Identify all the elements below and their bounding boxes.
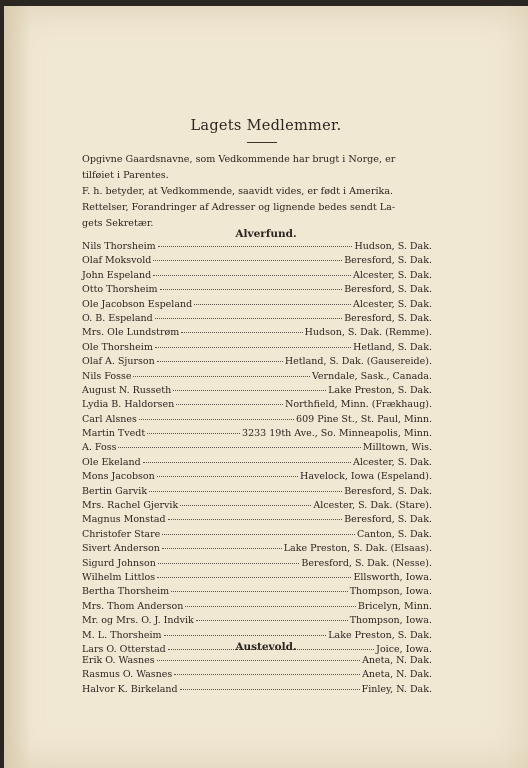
member-address: Beresford, S. Dak.	[344, 255, 432, 267]
member-address: Joice, Iowa.	[376, 643, 432, 655]
member-address: Beresford, S. Dak.	[344, 514, 432, 526]
member-address: Aneta, N. Dak.	[362, 655, 432, 666]
dot-leader	[118, 447, 360, 448]
list-item	[82, 586, 432, 600]
list-item	[82, 457, 432, 471]
member-name: Bertha Thorsheim	[82, 586, 170, 598]
list-item	[82, 684, 432, 698]
member-address: Milltown, Wis.	[362, 442, 432, 454]
dot-leader	[174, 674, 360, 675]
member-name: Olaf A. Sjurson	[82, 356, 155, 368]
dot-leader	[158, 563, 300, 564]
list-item	[82, 543, 432, 557]
member-name: Carl Alsnes	[82, 413, 137, 425]
dot-leader	[194, 304, 351, 305]
member-address: Alcester, S. Dak.	[353, 298, 432, 310]
dot-leader	[147, 433, 240, 434]
list-item	[82, 615, 432, 629]
member-list	[82, 241, 432, 658]
member-address: Alcester, S. Dak.	[353, 456, 432, 468]
member-name: Sigurd Johnson	[82, 557, 156, 569]
list-item	[82, 356, 432, 370]
dot-leader	[171, 591, 348, 592]
list-item	[82, 428, 432, 442]
dot-leader	[143, 462, 351, 463]
member-name: A. Foss	[82, 442, 117, 454]
list-item	[82, 558, 432, 572]
book-page	[4, 6, 528, 768]
title-rule	[247, 142, 277, 143]
list-item	[82, 601, 432, 615]
member-address: Bricelyn, Minn.	[357, 600, 432, 612]
list-item	[82, 486, 432, 500]
member-address: Beresford, S. Dak. (Nesse).	[301, 557, 432, 569]
member-address: Hetland, S. Dak. (Gausereide).	[284, 356, 432, 368]
list-item	[82, 385, 432, 399]
member-name: Ole Ekeland	[82, 456, 141, 468]
list-item	[82, 572, 432, 586]
member-address: Lake Preston, S. Dak.	[328, 384, 432, 396]
list-item	[82, 442, 432, 456]
dot-leader	[162, 534, 355, 535]
dot-leader	[164, 635, 327, 636]
member-address: Hudson, S. Dak.	[354, 241, 432, 252]
dot-leader	[160, 289, 343, 290]
intro-line: gets Sekretær.	[82, 218, 154, 229]
member-name: Ole Jacobson Espeland	[82, 298, 193, 310]
list-item	[82, 399, 432, 413]
member-address: Alcester, S. Dak. (Stare).	[313, 500, 432, 512]
member-address: Northfield, Minn. (Frækhaug).	[285, 399, 432, 411]
list-item	[82, 241, 432, 255]
member-name: Lars O. Otterstad	[82, 643, 166, 655]
section-heading: Alverfund.	[235, 228, 297, 240]
member-name: Mrs. Rachel Gjervik	[82, 500, 179, 512]
dot-leader	[153, 275, 351, 276]
dot-leader	[162, 548, 282, 549]
member-name: Otto Thorsheim	[82, 284, 158, 296]
member-address: Canton, S. Dak.	[356, 528, 432, 540]
member-name: Mrs. Thom Anderson	[82, 600, 184, 612]
member-address: Lake Preston, S. Dak. (Elsaas).	[283, 543, 432, 555]
member-name: Olaf Moksvold	[82, 255, 152, 267]
member-name: Martin Tvedt	[82, 428, 146, 440]
dot-leader	[155, 347, 351, 348]
list-item	[82, 327, 432, 341]
list-item	[82, 313, 432, 327]
list-item	[82, 414, 432, 428]
member-address: Verndale, Sask., Canada.	[311, 370, 432, 382]
intro-line: Opgivne Gaardsnavne, som Vedkommende har brugt i Norge, er	[82, 154, 396, 165]
list-item	[82, 371, 432, 385]
member-address: Thompson, Iowa.	[349, 586, 432, 598]
page-title: Lagets Medlemmer.	[190, 118, 342, 134]
member-address: 3233 19th Ave., So. Minneapolis, Minn.	[242, 428, 432, 440]
member-name: John Espeland	[82, 269, 152, 281]
member-name: Ole Thorsheim	[82, 341, 153, 353]
member-name: Mons Jacobson	[82, 471, 155, 483]
member-name: Wilhelm Littlos	[82, 571, 156, 583]
dot-leader	[157, 660, 360, 661]
list-item	[82, 299, 432, 313]
dot-leader	[157, 577, 351, 578]
member-name: Christofer Stare	[82, 528, 161, 540]
list-item	[82, 471, 432, 485]
member-address: Beresford, S. Dak.	[344, 284, 432, 296]
list-item	[82, 255, 432, 269]
dot-leader	[180, 505, 311, 506]
section-heading: Austevold.	[235, 641, 297, 653]
list-item	[82, 529, 432, 543]
member-address: Beresford, S. Dak.	[344, 485, 432, 497]
dot-leader	[157, 361, 283, 362]
intro-paragraph-1	[82, 152, 432, 184]
member-address: Hetland, S. Dak.	[353, 341, 432, 353]
member-address: Ellsworth, Iowa.	[353, 571, 432, 583]
member-address: Hudson, S. Dak. (Remme).	[304, 327, 432, 339]
member-address: 609 Pine St., St. Paul, Minn.	[296, 413, 432, 425]
member-name: August N. Russeth	[82, 384, 172, 396]
member-address: Alcester, S. Dak.	[353, 269, 432, 281]
list-item	[82, 655, 432, 669]
dot-leader	[158, 246, 353, 247]
dot-leader	[133, 376, 309, 377]
member-name: Halvor K. Birkeland	[82, 683, 178, 695]
dot-leader	[153, 260, 342, 261]
member-name: Mr. og Mrs. O. J. Indvik	[82, 615, 194, 627]
intro-line: F. h. betyder, at Vedkommende, saavidt vides, er født i Amerika.	[82, 186, 394, 197]
member-name: Magnus Monstad	[82, 514, 166, 526]
member-list	[82, 655, 432, 698]
dot-leader	[173, 390, 326, 391]
member-name: Nils Thorsheim	[82, 241, 156, 252]
dot-leader	[157, 476, 298, 477]
member-name: Lydia B. Haldorsen	[82, 399, 175, 411]
member-address: Beresford, S. Dak.	[344, 312, 432, 324]
member-name: M. L. Thorsheim	[82, 629, 162, 641]
member-name: Sivert Anderson	[82, 543, 160, 555]
dot-leader	[168, 519, 343, 520]
dot-leader	[181, 332, 302, 333]
member-name: Nils Fosse	[82, 370, 132, 382]
member-name: Bertin Garvik	[82, 485, 148, 497]
member-address: Aneta, N. Dak.	[362, 669, 432, 681]
list-item	[82, 669, 432, 683]
member-address: Havelock, Iowa (Espeland).	[300, 471, 432, 483]
list-item	[82, 500, 432, 514]
list-item	[82, 342, 432, 356]
member-address: Thompson, Iowa.	[349, 615, 432, 627]
list-item	[82, 514, 432, 528]
intro-line: tilføiet i Parentes.	[82, 170, 169, 181]
member-name: Rasmus O. Wasnes	[82, 669, 173, 681]
member-address: Finley, N. Dak.	[361, 683, 432, 695]
member-name: O. B. Espeland	[82, 312, 153, 324]
dot-leader	[139, 419, 294, 420]
dot-leader	[196, 620, 348, 621]
dot-leader	[180, 689, 360, 690]
dot-leader	[155, 318, 342, 319]
member-name: Mrs. Ole Lundstrøm	[82, 327, 180, 339]
list-item	[82, 284, 432, 298]
intro-line: Rettelser, Forandringer af Adresser og lignende bedes sendt La-	[82, 202, 396, 213]
dot-leader	[149, 491, 342, 492]
list-item	[82, 270, 432, 284]
intro-paragraph-2	[82, 184, 432, 232]
member-name: Erik O. Wasnes	[82, 655, 155, 666]
dot-leader	[176, 404, 283, 405]
dot-leader	[185, 606, 356, 607]
member-address: Lake Preston, S. Dak.	[328, 629, 432, 641]
